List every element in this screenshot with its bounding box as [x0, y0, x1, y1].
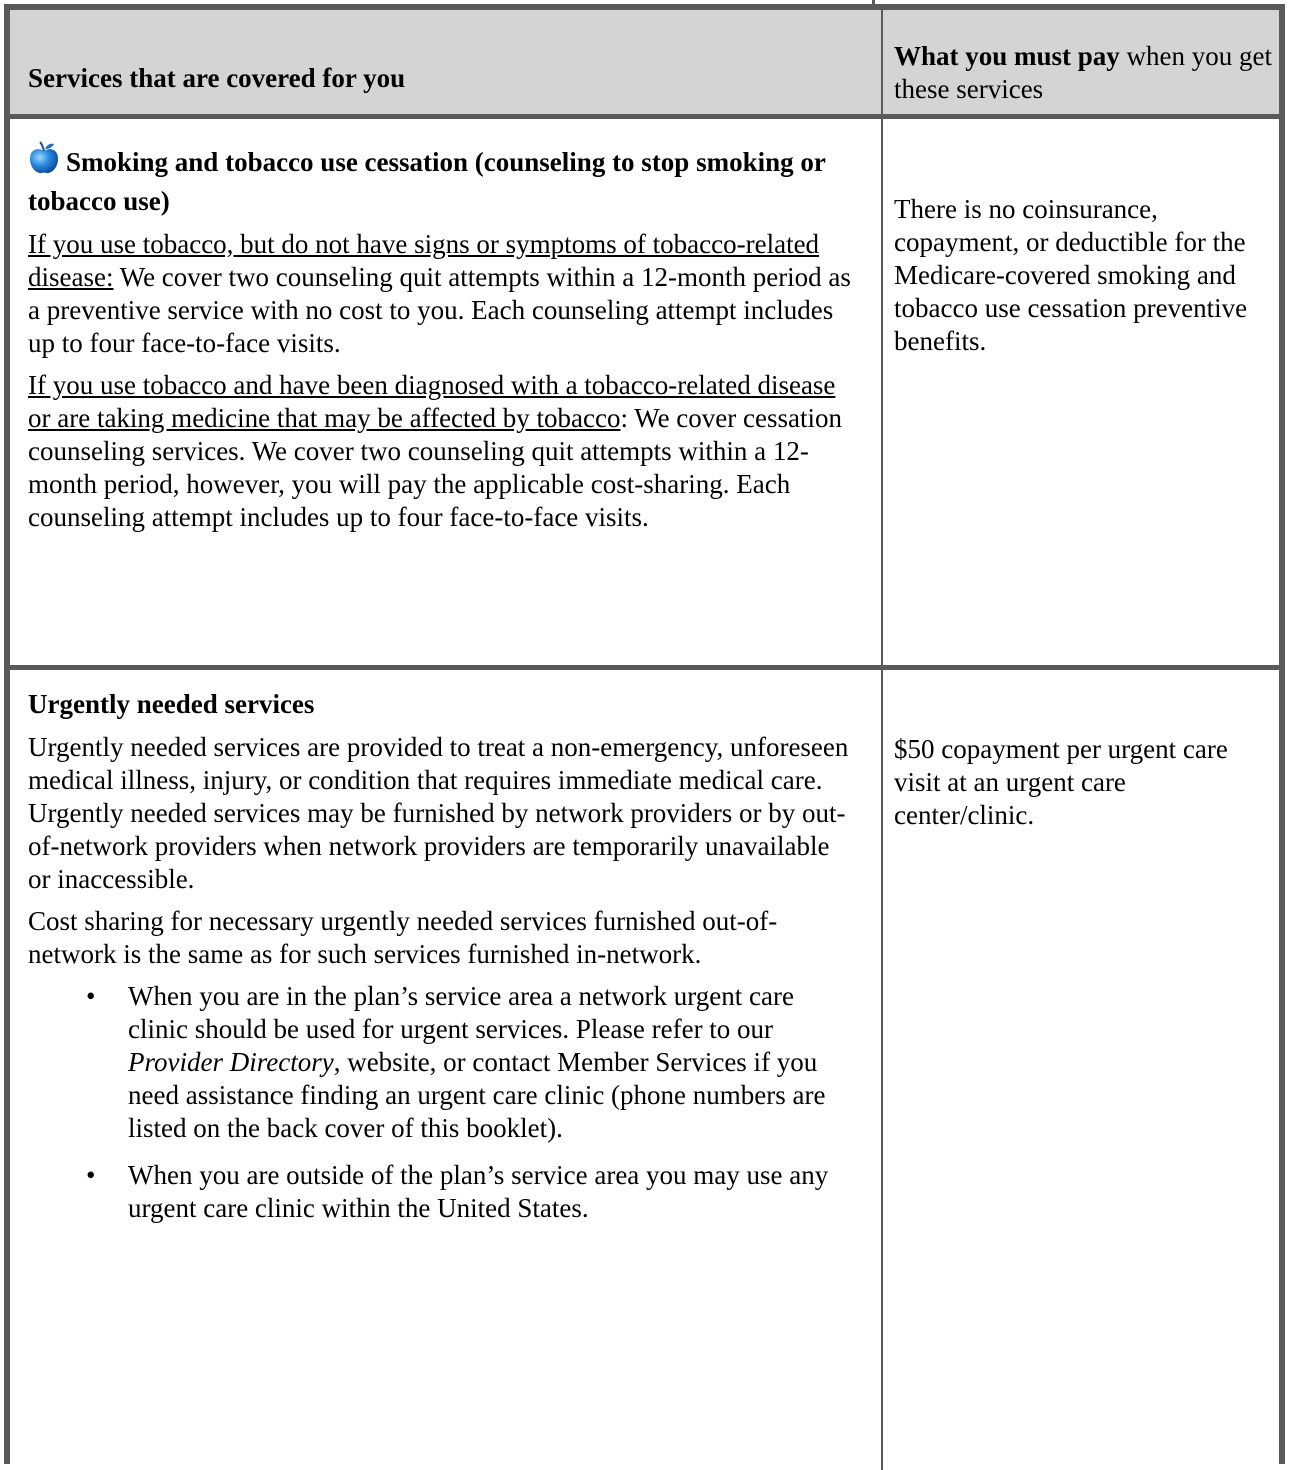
cost-description: There is no coinsurance, copayment, or deductible for the Medicare-covered smoking and tobacco use cessation preventive benefits.	[894, 194, 1248, 356]
bullet-icon: •	[86, 1160, 96, 1190]
cost-description: $50 copayment per urgent care visit at an urgent care center/clinic.	[894, 734, 1228, 830]
table-header-row	[10, 10, 1279, 119]
benefits-table	[4, 4, 1285, 1464]
service-title-text: Smoking and tobacco use cessation (counseling to stop smoking or tobacco use)	[28, 147, 826, 216]
bullet-icon: •	[86, 981, 96, 1011]
paragraph-text: : We cover cessation counseling services. We cover two counseling quit attempts within a 12-month period, however, you will pay the applicable cost-sharing. Each counseling attempt includes up to four face-to-face visits.	[28, 403, 842, 532]
list-item-text: , website, or contact Member Services if you need assistance finding an urgent care clinic (phone numbers are listed on the back cover of this booklet).	[128, 1047, 826, 1143]
condition-underlined: If you use tobacco and have been diagnosed with a tobacco-related disease or are taking medicine that may be affected by tobacco	[28, 370, 836, 433]
column-divider	[881, 670, 883, 1470]
service-title: Urgently needed services	[28, 689, 315, 719]
table-row	[10, 670, 1279, 1470]
service-description	[28, 141, 858, 534]
paragraph: Urgently needed services are provided to treat a non-emergency, unforeseen medical illness, injury, or condition that requires immediate medical care. Urgently needed services may be furnished by network providers or by out-of-network providers when network providers are temporarily unavailable or inaccessible.	[28, 732, 849, 894]
header-what-you-pay-rest: when you get these services	[894, 41, 1273, 104]
header-covered-services: Services that are covered for you	[28, 63, 406, 93]
condition-underlined: If you use tobacco, but do not have signs or symptoms of tobacco-related disease:	[28, 229, 820, 292]
header-what-you-pay	[894, 40, 1274, 106]
bullet-list	[28, 980, 858, 1225]
header-what-you-pay-bold: What you must pay	[894, 41, 1120, 71]
column-divider	[881, 119, 883, 665]
service-title	[28, 141, 858, 219]
list-item	[86, 980, 858, 1145]
apple-icon	[28, 141, 60, 184]
table-row	[10, 119, 1279, 670]
list-item-text: When you are in the plan’s service area a network urgent care clinic should be used for urgent services. Please refer to our	[128, 981, 794, 1044]
provider-directory-title: Provider Directory	[128, 1047, 334, 1077]
list-item-text: When you are outside of the plan’s service area you may use any urgent care clinic within the United States.	[128, 1160, 829, 1223]
paragraph	[28, 228, 858, 360]
column-divider	[881, 10, 883, 114]
paragraph: Cost sharing for necessary urgently needed services furnished out-of-network is the same as for such services furnished in-network.	[28, 906, 778, 969]
list-item	[86, 1159, 858, 1225]
paragraph-text: We cover two counseling quit attempts within a 12-month period as a preventive service with no cost to you. Each counseling attempt includes up to four face-to-face visits.	[28, 262, 851, 358]
paragraph	[28, 369, 858, 534]
service-description	[28, 687, 858, 1239]
